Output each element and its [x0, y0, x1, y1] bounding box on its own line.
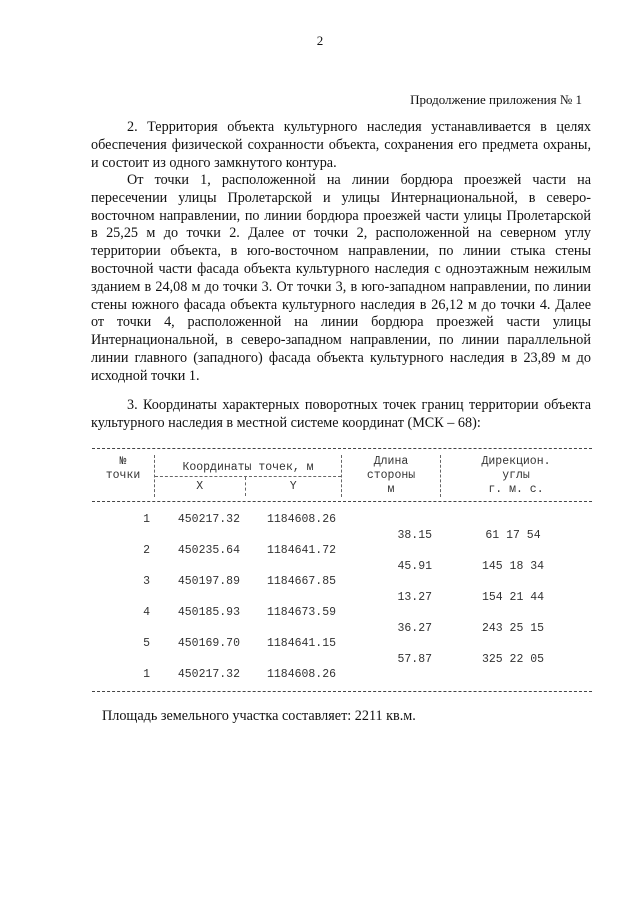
spacer: [92, 621, 154, 637]
table-row-segment: [92, 559, 592, 575]
coord-y: 1184667.85: [266, 575, 336, 588]
table-row-segment: [92, 621, 592, 637]
header-text: точки: [105, 469, 141, 482]
side-length: 38.15: [397, 528, 432, 542]
table-row-point: [92, 605, 592, 621]
header-y: Y: [289, 480, 297, 493]
table-row-segment: [92, 528, 592, 544]
coord-x: 450235.64: [177, 544, 240, 557]
coordinates-table: [92, 448, 592, 692]
table-row-point: [92, 543, 592, 559]
table-row-point: [92, 667, 592, 683]
paragraph-coordinates-intro: 3. Координаты характерных поворотных точек границ территории объекта культурного наследия в местной системе координат (МСК – 68):: [91, 397, 591, 431]
direction-angle: 243 25 15: [481, 621, 545, 635]
side-length: 13.27: [397, 590, 432, 604]
spacer: [154, 559, 244, 575]
point-number: 3: [143, 575, 150, 588]
point-number: 4: [143, 606, 150, 619]
coord-x: 450169.70: [177, 637, 240, 650]
header-text: №: [119, 455, 127, 468]
point-number: 2: [143, 544, 150, 557]
spacer: [92, 559, 154, 575]
spacer: [154, 590, 244, 606]
appendix-label: Продолжение приложения № 1: [410, 92, 582, 107]
spacer: [244, 559, 340, 575]
side-length: 57.87: [397, 652, 432, 666]
coord-x: 450185.93: [177, 606, 240, 619]
header-coordinates-title: Координаты точек, м: [155, 455, 341, 477]
side-length: 36.27: [397, 621, 432, 635]
header-x: X: [155, 477, 246, 496]
spacer: [154, 621, 244, 637]
header-side-length: [342, 455, 441, 497]
header-point-number: [92, 455, 155, 497]
point-number: 5: [143, 637, 150, 650]
paragraph-boundary-description: От точки 1, расположенной на линии бордюра проезжей части на пересечении улицы Пролетарской и улицы Интернациональной, в северо-восточном направлении, по линии бордюра проезжей части улицы Пролетарской в 25,25 м до точки 2. Далее от точки 2, расположенной на северном углу территории объекта, в юго-восточном направлении, по линии стыка стены восточной части фасада объекта культурного наследия с одноэтажным нежилым зданием в 24,08 м до точки 3. От точки 3, в юго-западном направлении, по линии стены южного фасада объекта культурного наследия в 26,12 м до точки 4. Далее от точки 4, расположенной на линии бордюра проезжей части улицы Интернациональной, в северо-западном направлении, по линии параллельной линии главного (западного) фасада объекта культурного наследия в 23,89 м до исходной точки 1.: [91, 172, 591, 384]
coord-x: 450197.89: [177, 575, 240, 588]
spacer: [244, 528, 340, 544]
spacer: [244, 652, 340, 668]
spacer: [244, 621, 340, 637]
header-text: Дирекцион.: [481, 455, 551, 468]
direction-angle: 154 21 44: [481, 590, 545, 604]
header-text: м: [387, 483, 395, 496]
coord-y: 1184673.59: [266, 606, 336, 619]
area-statement: Площадь земельного участка составляет: 2211 кв.м.: [102, 708, 416, 724]
header-coordinates: [155, 455, 342, 497]
table-row-point: [92, 512, 592, 528]
spacer: [154, 528, 244, 544]
header-text: Длина: [373, 455, 409, 468]
coord-y: 1184641.15: [266, 637, 336, 650]
paragraph-territory: 2. Территория объекта культурного наследия устанавливается в целях обеспечения физической сохранности объекта, сохранения его предмета охраны, и состоит из одного замкнутого контура.: [91, 119, 591, 171]
table-row-segment: [92, 652, 592, 668]
direction-angle: 61 17 54: [485, 528, 541, 542]
coord-y: 1184641.72: [266, 544, 336, 557]
direction-angle: 325 22 05: [481, 652, 545, 666]
direction-angle: 145 18 34: [481, 559, 545, 573]
header-text: г. м. с.: [488, 483, 544, 496]
point-number: 1: [143, 513, 150, 526]
coord-x: 450217.32: [177, 668, 240, 681]
spacer: [92, 652, 154, 668]
coord-y: 1184608.26: [266, 513, 336, 526]
spacer: [244, 590, 340, 606]
table-body: [92, 502, 592, 691]
table-row-segment: [92, 590, 592, 606]
table-row-point: [92, 636, 592, 652]
coord-y: 1184608.26: [266, 668, 336, 681]
header-text: стороны: [366, 469, 416, 482]
spacer: [92, 590, 154, 606]
coord-x: 450217.32: [177, 513, 240, 526]
spacer: [92, 528, 154, 544]
spacer: [154, 652, 244, 668]
page-number: 2: [316, 33, 324, 48]
table-row-point: [92, 574, 592, 590]
side-length: 45.91: [397, 559, 432, 573]
header-direction-angle: [441, 455, 591, 497]
table-header: [92, 449, 592, 502]
header-text: углы: [502, 469, 530, 482]
point-number: 1: [143, 668, 150, 681]
